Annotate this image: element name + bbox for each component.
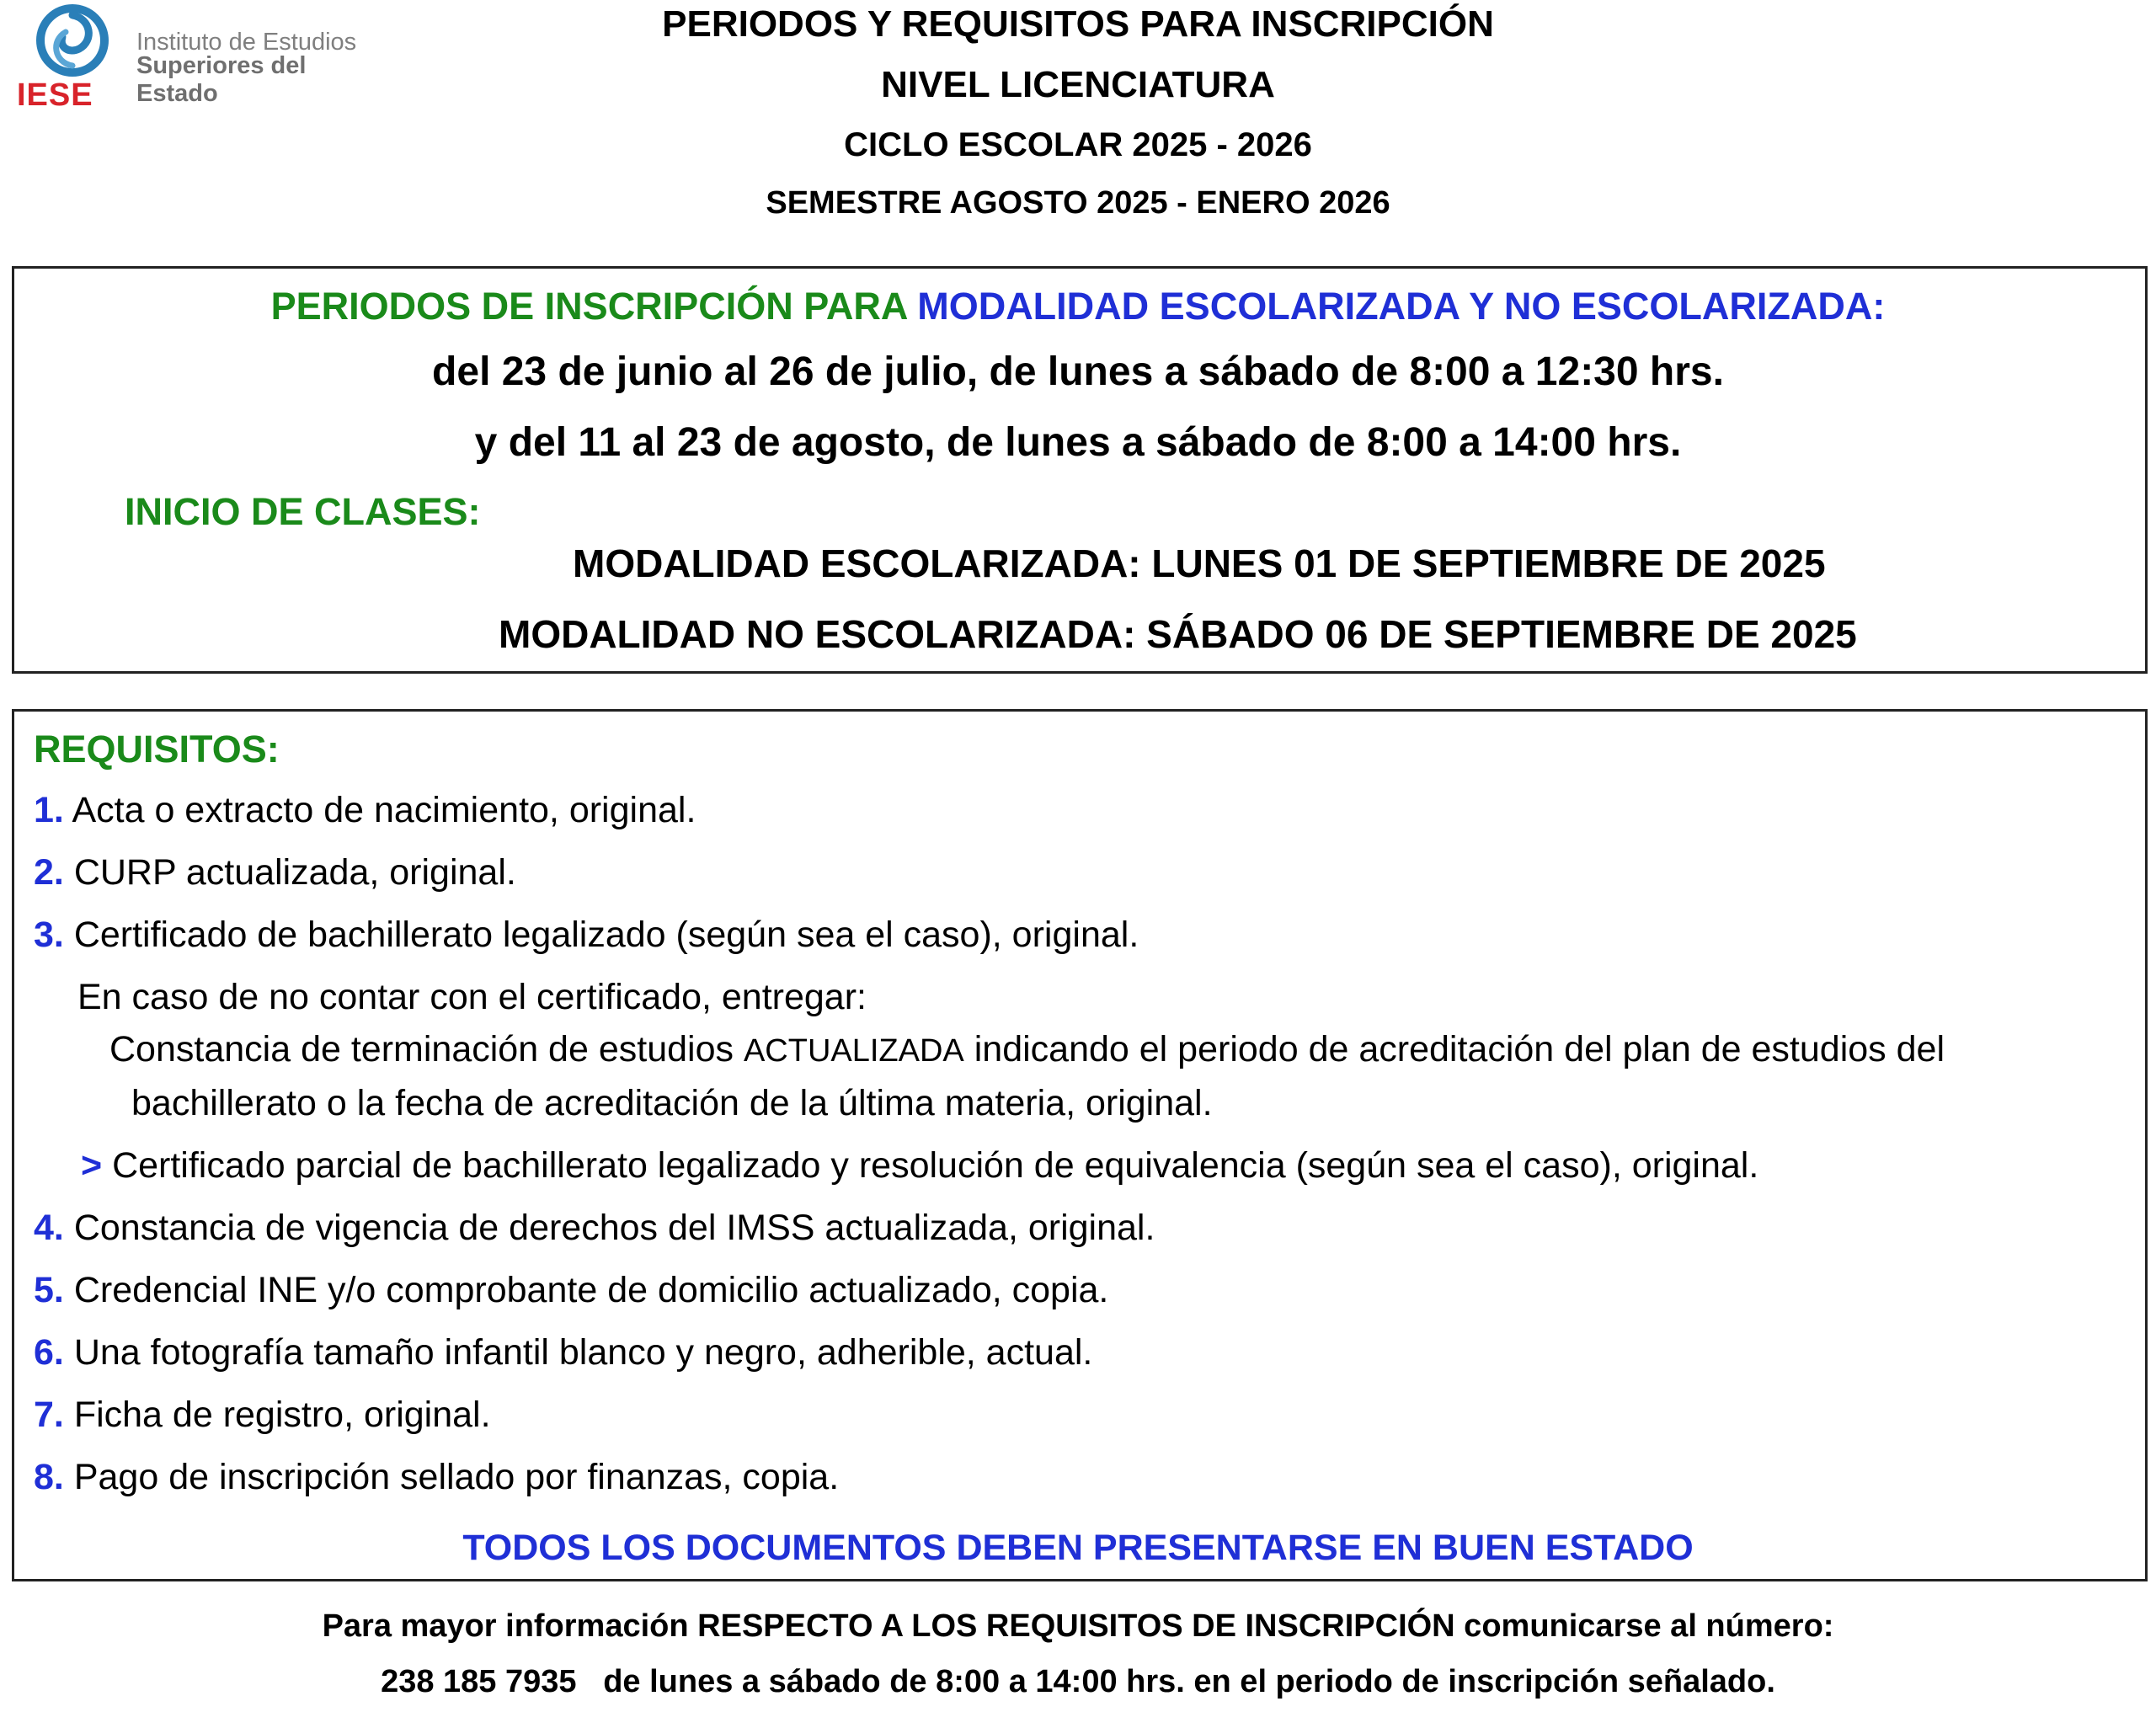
list-item-number: 1. [34,790,64,830]
alternative-1-text-a: Constancia de terminación de estudios [109,1029,744,1069]
list-item-number: 4. [34,1208,64,1248]
logo-name-line2: Superiores del Estado [136,52,307,107]
list-item-number: 8. [34,1457,64,1497]
period-line-1: del 23 de junio al 26 de julio, de lunes a sábado de 8:00 a 12:30 hrs. [432,349,1724,394]
alternative-2 [81,1145,1758,1187]
cycle-heading: CICLO ESCOLAR 2025 - 2026 [844,126,1312,163]
periods-title-blue: MODALIDAD ESCOLARIZADA Y NO ESCOLARIZADA: [917,285,1886,328]
alternative-1-text-b: indicando el periodo de acreditación del plan de estudios del [963,1029,1945,1069]
logo-name-line1: Instituto de Estudios [136,29,357,56]
periods-title [0,285,2156,328]
class-start-escolarizada: MODALIDAD ESCOLARIZADA: LUNES 01 DE SEPTIEMBRE DE 2025 [573,541,1826,585]
list-item-text: CURP actualizada, original. [63,852,516,893]
level-heading: NIVEL LICENCIATURA [881,64,1275,105]
list-item [34,915,1139,956]
requirements-title: REQUISITOS: [34,728,280,771]
list-item [34,1395,491,1436]
list-item-text: Certificado de bachillerato legalizado (según sea el caso), original. [63,915,1139,955]
contact-info-line1: Para mayor información RESPECTO A LOS REQUISITOS DE INSCRIPCIÓN comunicarse al número: [322,1608,1834,1644]
list-item [34,1332,1092,1373]
contact-phone: 238 185 7935 [381,1664,577,1699]
logo-acronym: IESE [17,77,93,113]
list-item-text: Acta o extracto de nacimiento, original. [63,790,696,830]
requirements-footer-note: TODOS LOS DOCUMENTOS DEBEN PRESENTARSE EN BUEN ESTADO [462,1528,1694,1568]
list-item-number: 7. [34,1395,64,1435]
list-item [34,852,516,893]
contact-hours: de lunes a sábado de 8:00 a 14:00 hrs. en el periodo de inscripción señalado. [576,1664,1775,1699]
alternative-intro: En caso de no contar con el certificado, entregar: [77,977,867,1017]
list-item [34,1208,1155,1249]
list-item [34,790,696,831]
list-item-number: 2. [34,852,64,893]
contact-info-line2 [0,1664,2156,1700]
list-item-number: 3. [34,915,64,955]
class-start-label: INICIO DE CLASES: [125,490,481,533]
alternative-1-line2: bachillerato o la fecha de acreditación de la última materia, original. [131,1083,1213,1123]
alternative-1-caps: ACTUALIZADA [743,1033,964,1069]
list-item [34,1457,839,1498]
alternative-1-line1 [109,1029,1945,1070]
list-item-text: Ficha de registro, original. [63,1395,491,1435]
list-item-text: Pago de inscripción sellado por finanzas, copia. [63,1457,840,1497]
periods-title-green: PERIODOS DE INSCRIPCIÓN PARA [270,285,918,328]
list-item [34,1270,1108,1311]
list-item-text: Constancia de vigencia de derechos del IMSS actualizada, original. [63,1208,1155,1248]
period-line-2: y del 11 al 23 de agosto, de lunes a sábado de 8:00 a 14:00 hrs. [474,420,1682,465]
alternative-2-marker: > [81,1145,103,1186]
page-title: PERIODOS Y REQUISITOS PARA INSCRIPCIÓN [662,3,1494,45]
list-item-number: 5. [34,1270,64,1310]
semester-heading: SEMESTRE AGOSTO 2025 - ENERO 2026 [766,185,1390,221]
list-item-text: Credencial INE y/o comprobante de domicilio actualizado, copia. [63,1270,1109,1310]
alternative-2-text: Certificado parcial de bachillerato legalizado y resolución de equivalencia (según sea el caso), original. [102,1145,1759,1186]
class-start-no-escolarizada: MODALIDAD NO ESCOLARIZADA: SÁBADO 06 DE SEPTIEMBRE DE 2025 [499,612,1857,656]
list-item-number: 6. [34,1332,64,1373]
list-item-text: Una fotografía tamaño infantil blanco y negro, adherible, actual. [63,1332,1093,1373]
